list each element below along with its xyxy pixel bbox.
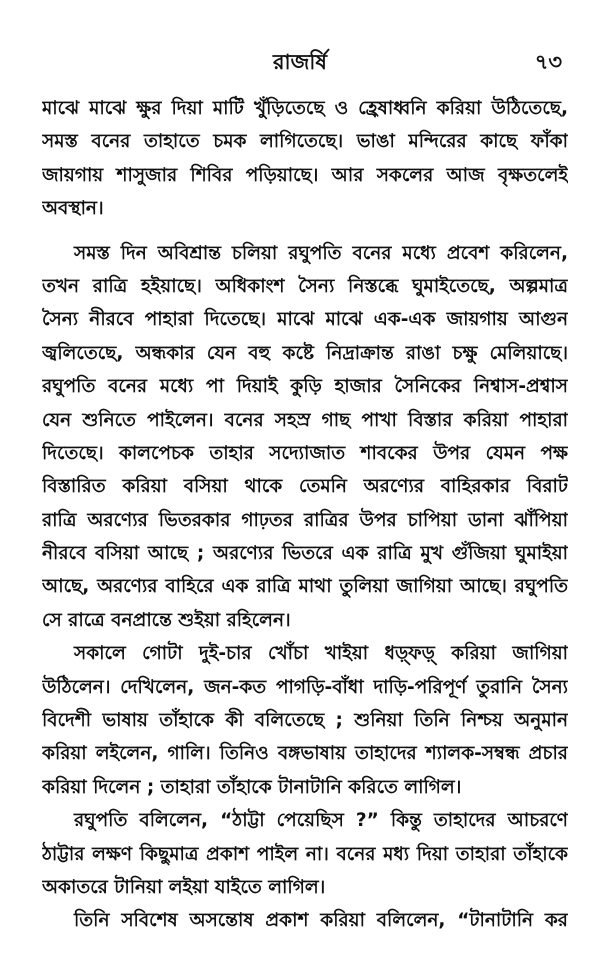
text-line: তখন রাত্রি হইয়াছে। অধিকাংশ সৈন্য নিস্তব্ধে ঘুমাইতেছে, অল্পমাত্র	[42, 275, 568, 297]
text-line: রঘুপতি বনের মধ্যে পা দিয়াই কুড়ি হাজার সৈনিকের নিশ্বাস-প্রশ্বাস	[42, 376, 568, 398]
text-line: জ্বলিতেছে, অন্ধকার যেন বহু কষ্টে নিদ্রাক্রান্ত রাঙা চক্ষু মেলিয়াছে।	[42, 342, 568, 364]
text-line: সৈন্য নীরবে পাহারা দিতেছে। মাঝে মাঝে এক-এক জায়গায় আগুন	[42, 309, 568, 331]
paragraph	[42, 237, 568, 638]
text-line: যেন শুনিতে পাইলেন। বনের সহস্র গাছ পাখা বিস্তার করিয়া পাহারা	[42, 409, 568, 431]
text-line: করিয়া দিলেন ; তাহারা তাঁহাকে টানাটানি করিতে লাগিল।	[42, 776, 462, 798]
paragraph	[42, 904, 568, 937]
text-line: করিয়া লইলেন, গালি। তিনিও বঙ্গভাষায় তাহাদের শ্যালক-সম্বন্ধ প্রচার	[42, 743, 568, 765]
text-line: সকালে গোটা দুই-চার খোঁচা খাইয়া ধড়্‌ফড়্‌ করিয়া জাগিয়া	[74, 643, 568, 665]
text-line: সে রাত্রে বনপ্রান্তে শুইয়া রহিলেন।	[42, 609, 291, 631]
page-body	[42, 92, 568, 938]
text-line: নীরবে বসিয়া আছে ; অরণ্যের ভিতরে এক রাত্রি মুখ গুঁজিয়া ঘুমাইয়া	[42, 543, 568, 565]
text-line: বিস্তারিত করিয়া বসিয়া থাকে তেমনি অরণ্যের বাহিরকার বিরাট	[42, 476, 568, 498]
text-line: অবস্থান।	[42, 198, 104, 220]
text-line: মাঝে মাঝে ক্ষুর দিয়া মাটি খুঁড়িতেছে ও হ্রেষাধ্বনি করিয়া উঠিতেছে,	[42, 98, 568, 119]
text-line: রঘুপতি বলিলেন, “ঠাট্টা পেয়েছিস ?” কিন্তু তাহাদের আচরণে	[74, 810, 568, 832]
text-line: রাত্রি অরণ্যের ভিতরকার গাঢ়তর রাত্রির উপর চাপিয়া ডানা ঝাঁপিয়া	[42, 509, 568, 531]
paragraph	[42, 92, 568, 226]
text-line: সমস্ত বনের তাহাতে চমক লাগিতেছে। ভাঙা মন্দিরের কাছে ফাঁকা	[42, 131, 568, 153]
text-line: উঠিলেন। দেখিলেন, জন-কত পাগড়ি-বাঁধা দাড়ি-পরিপূর্ণ তুরানি সৈন্য	[42, 676, 568, 698]
running-header	[0, 46, 600, 78]
paragraph	[42, 804, 568, 904]
page-number: ৭৩	[534, 50, 562, 74]
chapter-title: রাজর্ষি	[272, 50, 328, 74]
paragraph	[42, 637, 568, 804]
text-line: আছে, অরণ্যের বাহিরে এক রাত্রি মাথা তুলিয়া জাগিয়া আছে। রঘুপতি	[42, 576, 568, 598]
text-line: সমস্ত দিন অবিশ্রান্ত চলিয়া রঘুপতি বনের মধ্যে প্রবেশ করিলেন,	[74, 242, 568, 264]
text-line: জায়গায় শাসুজার শিবির পড়িয়াছে। আর সকলের আজ বৃক্ষতলেই	[42, 164, 568, 186]
text-line: ঠাট্টার লক্ষণ কিছুমাত্র প্রকাশ পাইল না। বনের মধ্য দিয়া তাহারা তাঁহাকে	[42, 843, 568, 865]
text-line: বিদেশী ভাষায় তাঁহাকে কী বলিতেছে ; শুনিয়া তিনি নিশ্চয় অনুমান	[42, 710, 568, 732]
text-line: অকাতরে টানিয়া লইয়া যাইতে লাগিল।	[42, 876, 326, 898]
text-line: তিনি সবিশেষ অসন্তোষ প্রকাশ করিয়া বলিলেন, “টানাটানি কর	[74, 910, 568, 932]
text-line: দিতেছে। কালপেচক তাহার সদ্যোজাত শাবকের উপর যেমন পক্ষ	[42, 442, 568, 464]
